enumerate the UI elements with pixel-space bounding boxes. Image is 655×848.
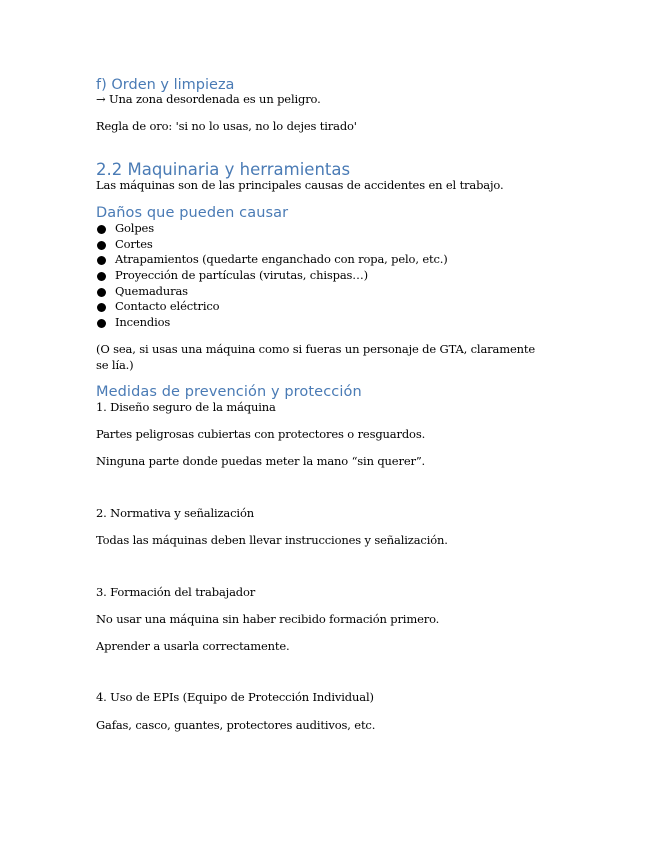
bullet-icon	[97, 256, 106, 265]
bullet-icon	[97, 319, 106, 328]
heading-maquinaria-herramientas: 2.2 Maquinaria y herramientas	[96, 160, 351, 179]
measure-3-title: 3. Formación del trabajador	[96, 585, 256, 599]
bullet-icon	[97, 225, 106, 234]
heading-orden-limpieza: f) Orden y limpieza	[96, 77, 235, 93]
paragraph-regla-de-oro: Regla de oro: 'si no lo usas, no lo dejes tirado'	[96, 119, 357, 133]
paragraph-maquinas-intro: Las máquinas son de las principales causas de accidentes en el trabajo.	[96, 178, 504, 192]
bullet-icon	[97, 303, 106, 312]
paragraph-gta-note-line2: se lía.)	[96, 358, 134, 372]
measure-1-paragraph-2: Ninguna parte donde puedas meter la mano “sin querer”.	[96, 454, 426, 468]
measure-4-paragraph-1: Gafas, casco, guantes, protectores auditivos, etc.	[96, 718, 376, 732]
heading-danos: Daños que pueden causar	[96, 205, 289, 221]
paragraph-zona-desordenada: → Una zona desordenada es un peligro.	[96, 92, 321, 106]
measure-2-paragraph-1: Todas las máquinas deben llevar instrucciones y señalización.	[96, 533, 448, 547]
bullet-icon	[97, 288, 106, 297]
bullet-icon	[97, 241, 106, 250]
heading-medidas-prevencion: Medidas de prevención y protección	[96, 384, 362, 400]
bullet-icon	[97, 272, 106, 281]
measure-1-paragraph-1: Partes peligrosas cubiertas con protectores o resguardos.	[96, 427, 426, 441]
measure-1-title: 1. Diseño seguro de la máquina	[96, 400, 276, 414]
measure-3-paragraph-2: Aprender a usarla correctamente.	[96, 639, 290, 653]
document-page: f) Orden y limpieza → Una zona desordenada es un peligro. Regla de oro: 'si no lo usas, no lo dejes tirado' 2.2 Maquinaria y herramientas Las máquinas son de las principales causas de accidentes en el trabajo. Daños que pueden causar Golpes Cortes Atrapamientos (quedarte enganchado con ropa, pelo, etc.) Proyección de partículas (virutas, chispas…) Quemaduras Contacto eléctrico Incendios (O sea, si usas una máquina como si fueras un personaje de GTA, claramente se lía.) Medidas de prevención y protección 1. Diseño seguro de la máquina Partes peligrosas cubiertas con protectores o resguardos. Ninguna parte donde puedas meter la mano “sin querer”. 2. Normativa y señalización Todas las máquinas deben llevar instrucciones y señalización. 3. Formación del trabajador No usar una máquina sin haber recibido formación primero. Aprender a usarla correctamente. 4. Uso de EPIs (Equipo de Protección Individual) Gafas, casco, guantes, protectores auditivos, etc.	[96, 77, 536, 732]
measure-3-paragraph-1: No usar una máquina sin haber recibido formación primero.	[96, 612, 440, 626]
paragraph-gta-note-line1: (O sea, si usas una máquina como si fueras un personaje de GTA, claramente	[96, 342, 536, 356]
measure-2-title: 2. Normativa y señalización	[96, 506, 254, 520]
measure-4-title: 4. Uso de EPIs (Equipo de Protección Individual)	[96, 690, 374, 704]
